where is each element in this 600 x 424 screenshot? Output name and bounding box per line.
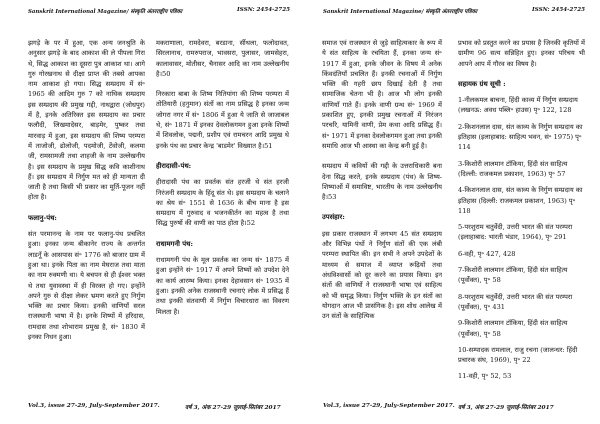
reference-item: 1-नीलकमल बाचना, हिंदी काव्य में निर्गुण सम्प्रदाय (लखनऊ: अवध पब्लि॰ हाउस) पृ॰ 122, 128 xyxy=(458,96,578,115)
footer-volume-english: Vol.3, issue 27-29, July-September 2017. xyxy=(28,403,160,409)
left-page-column-2 xyxy=(156,38,289,398)
footer-volume-hindi: वर्ष 3, अंक 27-29 जुलाई-सितंबर 2017 xyxy=(458,405,554,411)
references-heading: सहायक ग्रंथ सूची : xyxy=(458,79,506,88)
reference-item: 4-किशनलाल दास, संत काव्य के निर्गुण सम्प्रदाय का इतिहास (दिल्ली: राजकमल प्रकाशन, 1963) पृ॰ 118 xyxy=(458,186,583,215)
reference-item: 5-परशुराम चतुर्वेदी, उत्तरी भारत की संत परम्परा (इलाहाबाद: भारती भंडार, 1964), पृ॰ 291 xyxy=(458,223,573,242)
paragraph: प्रभाव को प्रस्तुत करने का प्रयास है जिनकी कृतियों में ग्रामीण 96 सत्य सन्निहित हुए। इनका परिचय भी आपने आप में गौरव का विषय है। xyxy=(458,39,585,68)
section-heading: फलानु-पंथ: xyxy=(28,213,57,222)
reference-item: 10-सम्पादक रामलाल, राजु रचना (जालन्धर: हिंदी प्रचारक संघ, 1969), पृ॰ 22 xyxy=(458,345,578,365)
reference-item: 7-किशोरी लालमान टॉकिया, हिंदी संत साहित्य (पूर्वोक्त), पृ॰ 58 xyxy=(458,266,568,285)
footer-volume-english: Vol.3, issue 27-29, July-September 2017. xyxy=(323,403,455,409)
left-page-column-1 xyxy=(28,38,145,398)
reference-item: 2-किशनलाल दास, संत काव्य के निर्गुण सम्प्रदाय का इतिहास (इलाहाबाद: साहित्य भवन, सं॰ 1975) पृ॰ 114 xyxy=(458,122,583,152)
reference-item: 6-वही, पृ॰ 427, 428 xyxy=(458,249,516,258)
right-page-column-2 xyxy=(458,38,585,398)
section-heading: हीरादासी-पंथ: xyxy=(156,161,192,170)
footer-volume-hindi: वर्ष 3, अंक 27-29 जुलाई-सितंबर 2017 xyxy=(185,405,281,411)
issn-header: ISSN: 2454-2725 xyxy=(237,7,290,13)
section-heading: राधामगनी पंथ: xyxy=(156,239,193,248)
paragraph: सम्प्रदाय में कवियों की गद्दी के उत्तराधिकारी बना देना सिद्ध करते, इनके सम्प्रदाय (पंथ) के शिष्य-शिष्याओं में समाविष्ट, भारतीय के नाम उल्लेखनीय है।53 xyxy=(322,162,442,202)
paragraph: संत परमानन्द के नाम पर फलानु-पंथ प्रचलित हुआ। इनका जन्म बीकानेर राज्य के अन्तर्गत लाडनूँ के आसपास सं॰ 1776 को बाजार ग्राम में हुआ था। इनके पिता का नाम मेघराज तथा माता का नाम रुक्मणी था। ये बचपन से ही ईश्वर भक्त थे तथा युवावस्था में ही विरक्त हो गए। इन्होंने अपने गुरु से दीक्षा लेकर भ्रमण करते हुए निर्गुण भक्ति का प्रचार किया। इनकी वाणियाँ सरल राजस्थानी भाषा में है। इनके शिष्यों में हरिदास, रामदास तथा शोभाराम प्रमुख है, सं॰ 1830 में इनका निधन हुआ। xyxy=(28,230,145,342)
reference-item: 3-किशोरी लालमान टॉकिया, हिंदी संत साहित्य (दिल्ली: राजकमल प्रकाशन, 1963) पृ॰ 57 xyxy=(458,159,568,178)
paragraph: इस प्रकार राजस्थान में लगभग 45 संत सम्प्रदाय और विभिन्न पंथों ने निर्गुण संतों की एक लंबी परम्परा स्थापित की। इन सभी ने अपने उपदेशों के माध्यम से समाज में व्याप्त रूढ़ियों तथा अंधविश्वासों को दूर करने का प्रयास किया। इन संतों की वाणियों ने राजस्थानी भाषा एवं साहित्य को भी समृद्ध किया। निर्गुण भक्ति के इन संतों का योगदान आज भी प्रासंगिक है। इस शोध आलेख में उन संतों के साहित्यिक xyxy=(322,229,442,321)
paragraph: निरकारा बाबा के शिष्य नितियांगा की शिष्य परम्परा में तोतियारी (हनुमान) संतों का नाम प्रसिद्ध है इनका जन्म जोगरा नगर में सं॰ 1806 में हुआ ये जाति से जाजाबल थे, सं॰ 1871 में इनका देवलोकगमन हुआ इनके शिष्यों में शिवलोक, पद्मनी, प्रशीप एवं रामचरन आदि प्रमुख थे इनके पंथ का प्रचार केन्द्र 'बाडमेर' विख्यात है।51 xyxy=(156,90,289,150)
reference-item: 8-परशुराम चतुर्वेदी, उत्तरी भारत की संत परम्परा (पूर्वोक्त), पृ॰ 431 xyxy=(458,292,573,311)
paragraph: मकराणाला, रामदेवरा, बरडाना, सींथला, फलोदावत, सिरलानाथ, रामरुपराज, भावसरा, पुलासर, जामसेहरा, कालावासर, मोतीसर, चैनासर आदि का नाम उल्लेखनीय है।50 xyxy=(156,39,289,78)
journal-title-header: Sanskrit International Magazine/ संस्कृति अंतरराष्ट्रीय पत्रिका xyxy=(323,9,478,15)
paragraph: राधामगनी पंथ के मूल प्रवर्तक का जन्म सं॰ 1875 में हुआ इन्होंने सं॰ 1917 में अपने शिष्यों को उपदेश देने का कार्य आरम्भ किया। इनका देहावसान सं॰ 1935 में हुआ। इनकी अनेक राजस्थानी रचनाएं लोक में प्रसिद्ध हैं तथा इनकी संतवाणी में निर्गुण विचारधारा का विवरण मिलता है। xyxy=(156,256,289,316)
reference-item: 11-वही, पृ॰ 52, 53 xyxy=(458,372,512,381)
reference-item: 9-किशोरी लालमान टॉकिया, हिंदी संत साहित्य (पूर्वोक्त), पृ॰ 58 xyxy=(458,319,568,338)
paragraph: हीरादासी पंथ का प्रवर्तक संत हरजी थे संत हरजी निरंजनी सम्प्रदाय के हिंदू संत थे। इस सम्प्रदाय के चलाने का श्रेय सं॰ 1551 से 1636 के बीच माना है इस सम्प्रदाय में गुरुवाद व भजनकीर्तन का महत्व है तथा सिद्ध पुरुषों की वाणी का पाठ होता है।52 xyxy=(156,178,289,228)
section-heading: उपसंहार: xyxy=(322,213,345,222)
paragraph: समाज एवं राजस्थान से जुड़े साहित्यकार के रूप में ये संत साहित्य के रचयिता हैं, इनका जन्म सं॰ 1917 में हुआ, इनके जीवन के विषय में अनेक किंवदंतियाँ प्रचलित हैं। इनकी रचनाओं में निर्गुण भक्ति की गहरी छाप दिखाई देती है तथा सामाजिक चेतना भी है। आज भी लोग इनकी वाणियाँ गाते हैं। इनके वाणी ग्रन्थ सं॰ 1969 में प्रकाशित हुए, इनकी प्रमुख रचनाओं में निरंजन परचरि, यामिनी वाणी, प्रेम कथा आदि प्रसिद्ध हैं। सं॰ 1971 में इनका देवलोकगमन हुआ तथा इनकी समाधि आज भी आस्था का केन्द्र बनी हुई है। xyxy=(322,39,442,150)
issn-header: ISSN: 2454-2725 xyxy=(532,7,585,13)
journal-title-header: Sanskrit International Magazine/ संस्कृति अंतरराष्ट्रीय पत्रिका xyxy=(28,9,183,15)
paragraph: झगड़े के पर में हुआ, एक अन्य जनश्रुति के अनुसार झगड़े के बाद आकाश की ले पीपला गिरा थे, सिद्ध आकाश का दूसरा पुत्र आकाश था। आगे गुरु गोरखनाथ से दीक्षा प्राप्त की तबसे आपका नाम आकाश हो गया। सिद्ध सम्प्रदाय में सं॰ 1965 की आदिम गुरु 7 को नाथिक सम्प्रदाय इस सम्प्रदाय की प्रमुख गद्दी, नाथद्वारा (जोधपुर) में है, इनके अतिरिक्त इस सम्प्रदाय का प्रचार फलौदी, लिखमादेसर, बाड़मेर, पुष्कर तथा मारवाड़ में हुआ, इस सम्प्रदाय की शिष्य परम्परा में ताजोजी, ढोलोजी, पदमोजी, टेंवोजी, कलमा जी, रामसामजी तथा शाहजी के नाम उल्लेखनीय है। इस सम्प्रदाय के प्रमुख सिद्ध कवि काशीनाथ हैं। इस सम्प्रदाय में निर्गुण मत को ही मान्यता दी जाती है तथा किसी भी प्रकार का मूर्ति-पूजन नहीं होता है। xyxy=(28,39,145,202)
right-page-column-1 xyxy=(322,38,442,398)
right-page xyxy=(300,0,600,424)
